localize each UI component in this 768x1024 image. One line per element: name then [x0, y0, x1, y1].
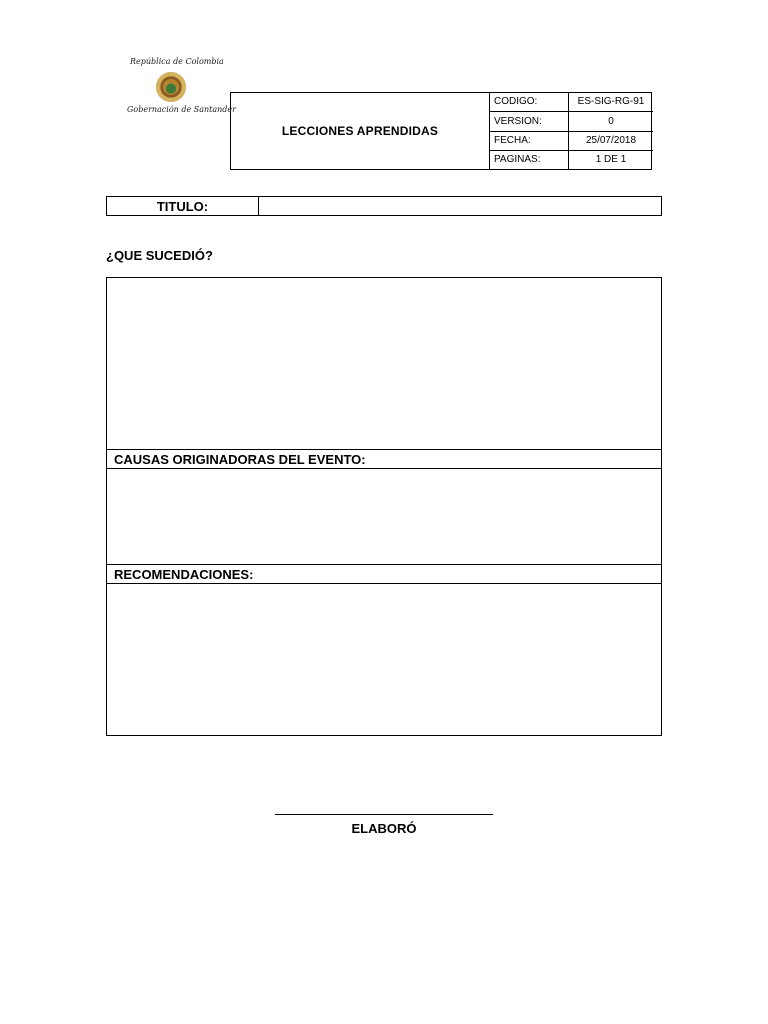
- meta-label: FECHA:: [490, 131, 569, 151]
- titulo-label: TITULO:: [107, 197, 259, 215]
- logo-cell: [106, 92, 231, 170]
- que-sucedio-field[interactable]: [107, 278, 661, 449]
- signature-label: ELABORÓ: [351, 821, 417, 836]
- recomendaciones-heading: RECOMENDACIONES:: [107, 564, 661, 584]
- report-box: [106, 277, 662, 736]
- que-sucedio-heading: ¿QUE SUCEDIÓ?: [106, 248, 213, 263]
- meta-value: ES-SIG-RG-91: [577, 96, 645, 108]
- meta-value: 25/07/2018: [585, 135, 637, 147]
- meta-row-codigo: [490, 92, 653, 112]
- seal-emblem-icon: [163, 79, 179, 95]
- signature-line[interactable]: [275, 814, 493, 815]
- meta-value: 1 DE 1: [595, 154, 627, 165]
- logo-top-text: República de Colombia: [130, 57, 224, 66]
- meta-label: PAGINAS:: [490, 150, 569, 169]
- meta-label: CODIGO:: [490, 92, 569, 112]
- causas-field[interactable]: [107, 469, 661, 564]
- titulo-input[interactable]: [259, 197, 661, 215]
- logo-bottom-text: Gobernación de Santander: [127, 105, 236, 114]
- meta-value: 0: [608, 116, 614, 128]
- meta-row-version: [490, 112, 653, 132]
- meta-table: [489, 92, 652, 170]
- document-title: LECCIONES APRENDIDAS: [281, 124, 439, 138]
- meta-label: VERSION:: [490, 112, 569, 132]
- meta-row-paginas: [490, 150, 653, 169]
- recomendaciones-field[interactable]: [107, 584, 661, 735]
- meta-row-fecha: [490, 131, 653, 151]
- titulo-row: [106, 196, 662, 216]
- causas-heading: CAUSAS ORIGINADORAS DEL EVENTO:: [107, 449, 661, 469]
